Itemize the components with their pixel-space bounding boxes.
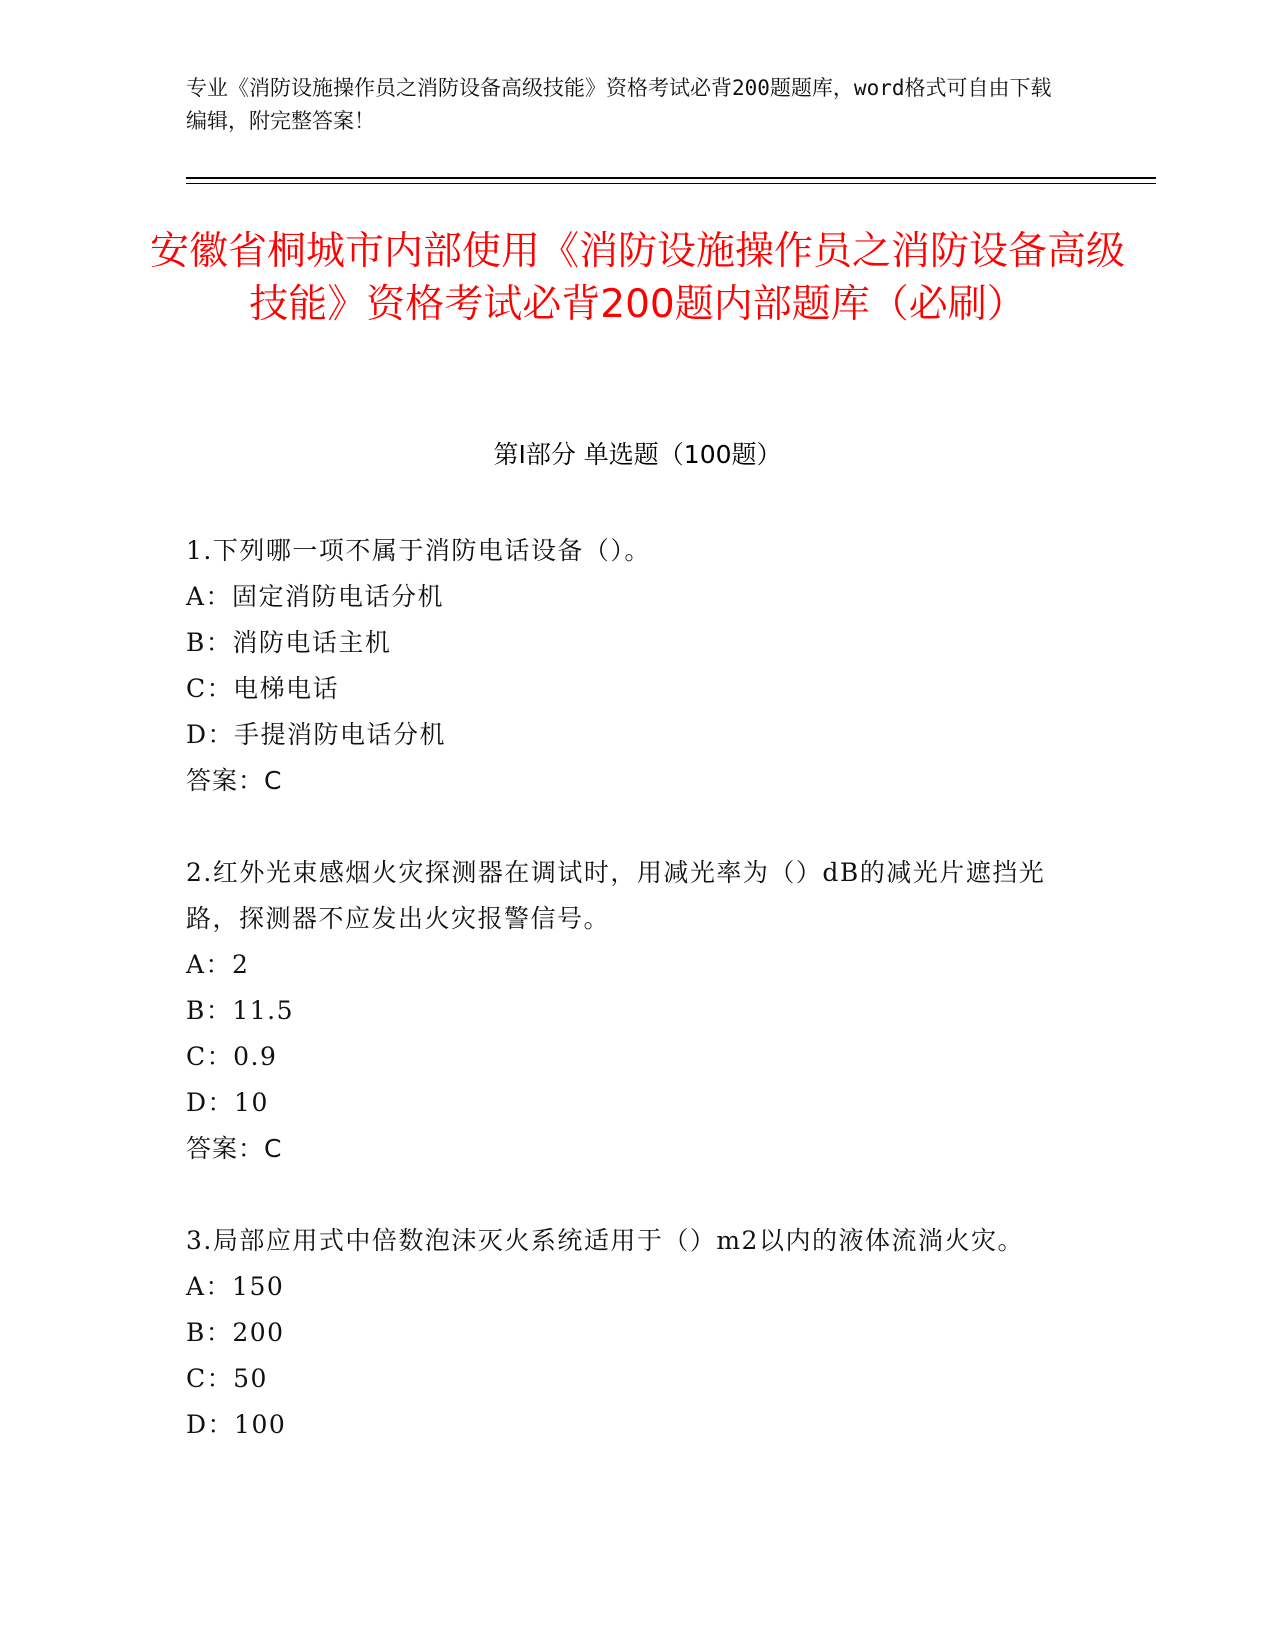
option-c: C：电梯电话 (186, 674, 340, 703)
question-stem: 3.局部应用式中倍数泡沫灭火系统适用于（）m2以内的液体流淌火灾。 (186, 1226, 1024, 1255)
option-d: D：100 (186, 1410, 287, 1439)
option-d: D：10 (186, 1088, 269, 1117)
section-title: 第Ⅰ部分 单选题（100题） (493, 440, 782, 469)
option-d: D：手提消防电话分机 (186, 720, 447, 749)
question-stem: 2.红外光束感烟火灾探测器在调试时，用减光率为（）dB的减光片遮挡光路，探测器不应发出火灾报警信号。 (186, 858, 1046, 933)
header-divider-thick (186, 177, 1156, 179)
option-b: B：消防电话主机 (186, 628, 392, 657)
question-2 (186, 850, 1066, 1172)
question-1 (186, 528, 1066, 804)
option-c: C：0.9 (186, 1042, 278, 1071)
option-b: B：200 (186, 1318, 285, 1347)
option-a: A：2 (186, 950, 250, 979)
question-3 (186, 1218, 1066, 1448)
option-a: A：150 (186, 1272, 285, 1301)
answer-label: 答案：C (186, 1134, 283, 1163)
question-list (186, 528, 1066, 1494)
header-divider-thin (186, 183, 1156, 184)
answer-label: 答案：C (186, 766, 283, 795)
option-c: C：50 (186, 1364, 268, 1393)
document-header-note: 专业《消防设施操作员之消防设备高级技能》资格考试必背200题题库，word格式可自由下载编辑，附完整答案！ (186, 76, 1052, 133)
option-b: B：11.5 (186, 996, 295, 1025)
option-a: A：固定消防电话分机 (186, 582, 445, 611)
question-stem: 1.下列哪一项不属于消防电话设备（）。 (186, 536, 651, 565)
document-title: 安徽省桐城市内部使用《消防设施操作员之消防设备高级技能》资格考试必背200题内部题库（必刷） (150, 229, 1126, 327)
